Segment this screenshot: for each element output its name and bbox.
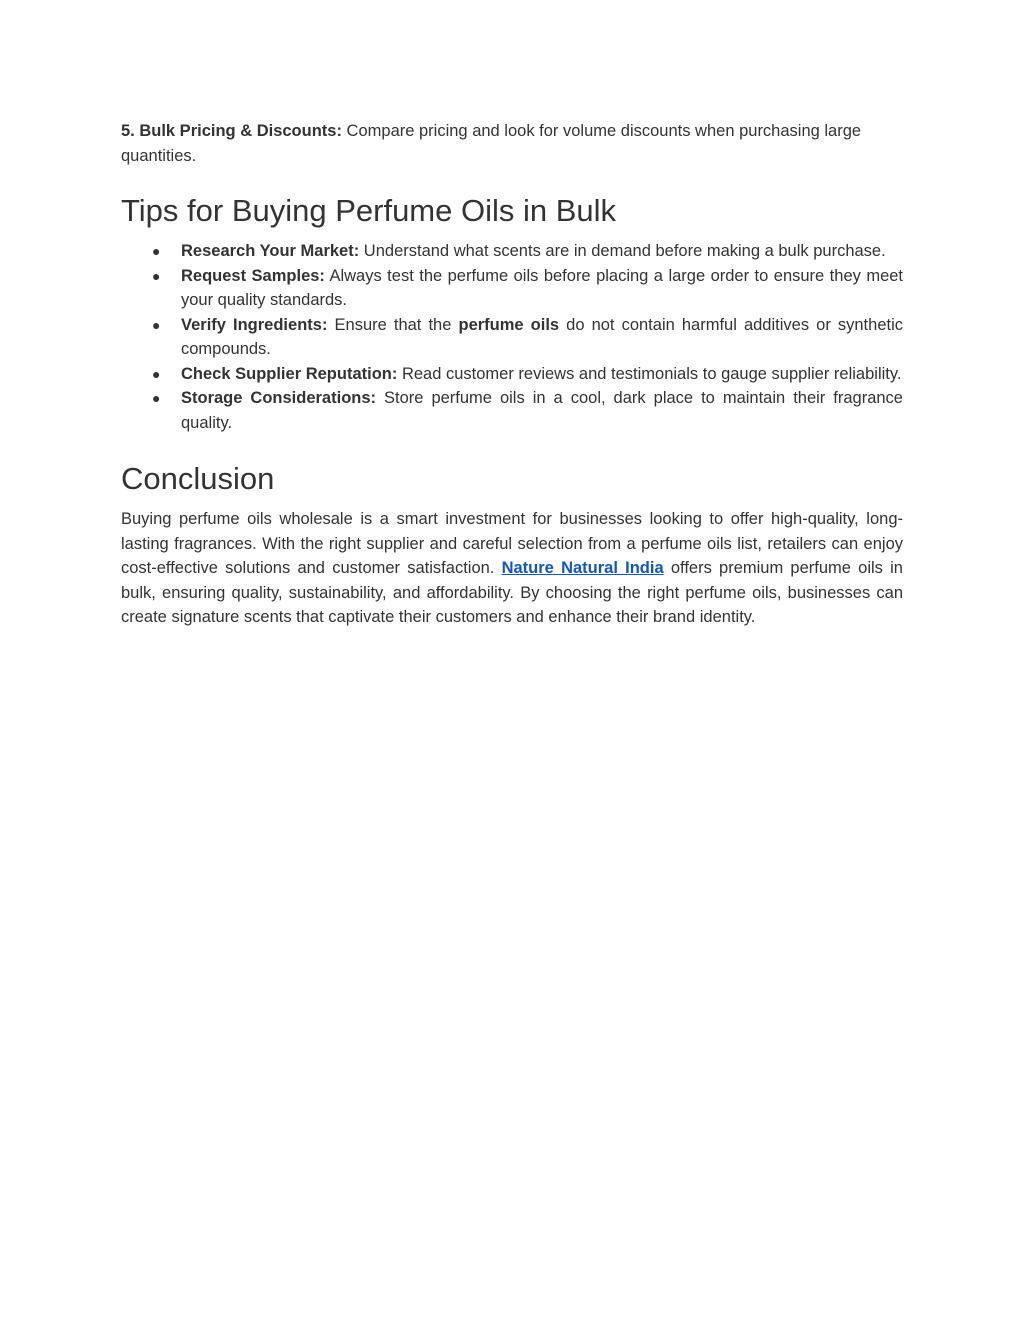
tip-text: Store perfume oils in a cool, dark place to maintain their fragrance quality. [181, 389, 903, 432]
tip-text: Ensure that the [327, 315, 459, 334]
list-item [121, 239, 903, 264]
conclusion-text: offers premium perfume oils in bulk, ensuring quality, sustainability, and affordability. By choosing the right perfume oils, businesses can create signature scents that captivate their customers and enhance their brand identity. [121, 559, 903, 626]
conclusion-heading: Conclusion [121, 461, 275, 496]
list-item [121, 362, 903, 387]
tip-label: Check Supplier Reputation: [181, 364, 398, 383]
bullet-icon: ● [152, 365, 161, 382]
nature-natural-india-link[interactable]: Nature Natural India [501, 559, 664, 577]
tip-label: Verify Ingredients: [181, 315, 328, 334]
list-item [121, 264, 903, 313]
bulk-pricing-label: 5. Bulk Pricing & Discounts: [121, 122, 342, 140]
document-page [121, 119, 903, 630]
bulk-pricing-paragraph [121, 119, 903, 168]
bulk-pricing-text: Compare pricing and look for volume discounts when purchasing large quantities. [121, 122, 862, 165]
list-item [121, 386, 903, 435]
list-item [121, 313, 903, 362]
tips-heading: Tips for Buying Perfume Oils in Bulk [121, 193, 617, 228]
tip-text: Read customer reviews and testimonials to gauge supplier reliability. [397, 364, 902, 383]
bullet-icon: ● [152, 316, 161, 333]
tip-text: do not contain harmful additives or synthetic compounds. [181, 315, 903, 358]
conclusion-paragraph [121, 507, 903, 630]
bullet-icon: ● [152, 390, 161, 406]
tip-emphasis: perfume oils [458, 315, 560, 334]
bullet-icon: ● [152, 243, 161, 259]
tip-label: Storage Considerations: [181, 389, 377, 407]
tip-label: Research Your Market: [181, 242, 360, 260]
tip-text: Always test the perfume oils before placing a large order to ensure they meet your quality standards. [181, 266, 904, 309]
bullet-icon: ● [152, 267, 161, 284]
tip-label: Request Samples: [181, 266, 325, 285]
tips-list [121, 239, 903, 435]
tip-text: Understand what scents are in demand before making a bulk purchase. [359, 242, 886, 260]
conclusion-text: Buying perfume oils wholesale is a smart investment for businesses looking to offer high-quality, long-lasting fragrances. With the right supplier and careful selection from a perfume oils list, retailers can enjoy cost-effective solutions and customer satisfaction. [121, 510, 903, 577]
